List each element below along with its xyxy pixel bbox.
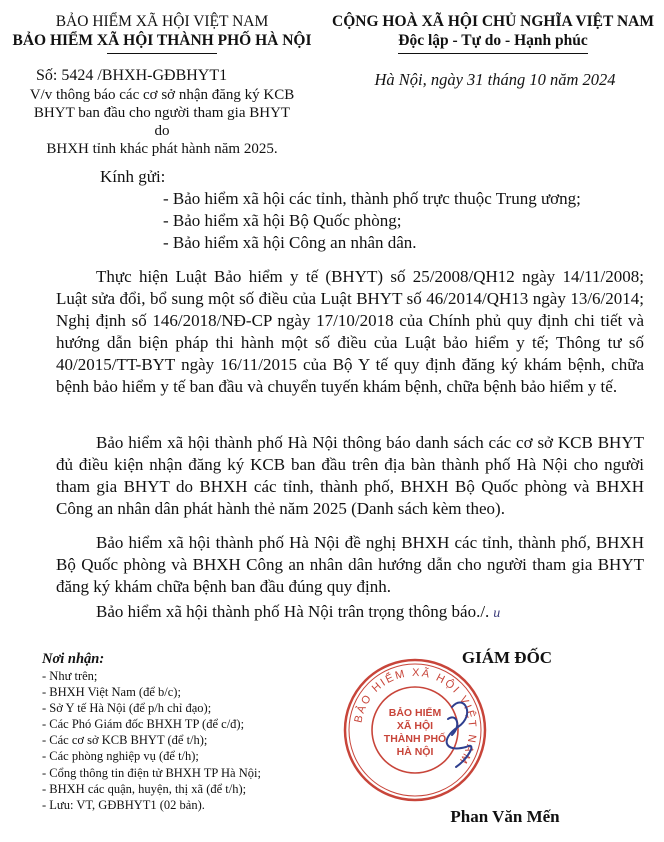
agency-parent-name: BẢO HIỂM XÃ HỘI VIỆT NAM <box>55 13 269 30</box>
subject-line: BHXH tỉnh khác phát hành năm 2025. <box>46 141 278 157</box>
distribution-item: - BHXH các quận, huyện, thị xã (để t/h); <box>42 781 247 796</box>
paragraph-text: Bảo hiểm xã hội thành phố Hà Nội thông báo danh sách các cơ sở KCB BHYT đủ điều kiện nhận đăng ký KCB ban đầu trên địa bàn thành phố Hà Nội cho người tham gia BHYT do BHXH các tỉnh, thành phố, BHXH Bộ Quốc phòng và BHXH Công an nhân dân phát hành thẻ năm 2025 (Danh sách kèm theo). <box>56 433 644 518</box>
seal-center-line: HÀ NỘI <box>396 746 434 758</box>
initial-mark: u <box>493 606 501 621</box>
document-number: Số: 5424 /BHXH-GĐBHYT1 <box>36 67 228 84</box>
distribution-item: - Cổng thông tin điện tử BHXH TP Hà Nội; <box>42 765 261 780</box>
distribution-item: - Như trên; <box>42 669 98 683</box>
signer-title: GIÁM ĐỐC <box>461 648 553 667</box>
recipient-item: - Bảo hiểm xã hội Công an nhân dân. <box>163 233 417 252</box>
body-paragraph <box>56 266 644 398</box>
closing-line <box>96 601 500 625</box>
seal-center-text <box>384 706 446 758</box>
distribution-list <box>42 668 261 813</box>
distribution-item: - Lưu: VT, GĐBHYT1 (02 bản). <box>42 797 205 812</box>
document-subject <box>28 86 296 158</box>
paragraph-text: Bảo hiểm xã hội thành phố Hà Nội đề nghị BHXH các tỉnh, thành phố, BHXH Bộ Quốc phòng và BHXH Công an nhân dân hướng dẫn cho người tham gia BHYT đăng ký khám chữa bệnh ban đầu đúng quy định. <box>56 533 644 596</box>
body-paragraph <box>56 432 644 520</box>
distribution-item: - Các Phó Giám đốc BHXH TP (để c/đ); <box>42 717 245 732</box>
nation-name: CỘNG HOÀ XÃ HỘI CHỦ NGHĨA VIỆT NAM <box>332 13 654 30</box>
paragraph-text: Thực hiện Luật Bảo hiểm y tế (BHYT) số 25/2008/QH12 ngày 14/11/2008; Luật sửa đổi, bổ sung một số điều của Luật BHYT số 46/2014/QH13 ngày 13/6/2014; Nghị định số 146/2018/NĐ-CP ngày 17/10/2018 của Chính phủ quy định chi tiết và hướng dẫn biện pháp thi hành một số điều của Luật bảo hiểm y tế; Thông tư số 40/2015/TT-BYT ngày 16/11/2015 của Bộ Y tế quy định đăng ký khám bệnh, chữa bệnh bảo hiểm y tế ban đầu và chuyển tuyến khám bệnh, chữa bệnh bảo hiểm y tế. <box>56 267 644 396</box>
official-seal <box>340 655 490 805</box>
distribution-item: - BHXH Việt Nam (để b/c); <box>42 685 181 700</box>
salutation: Kính gửi: <box>100 167 166 186</box>
seal-center-line: THÀNH PHỐ <box>383 733 447 745</box>
nation-motto: Độc lập - Tự do - Hạnh phúc <box>398 32 588 49</box>
closing-text: Bảo hiểm xã hội thành phố Hà Nội trân trọng thông báo./. <box>96 602 490 621</box>
body-paragraph <box>56 532 644 598</box>
seal-center-line: XÃ HỘI <box>396 720 434 732</box>
subject-line: V/v thông báo các cơ sở nhận đăng ký KCB <box>29 87 295 103</box>
recipient-item: - Bảo hiểm xã hội Bộ Quốc phòng; <box>163 211 402 230</box>
nation-header <box>322 12 664 54</box>
motto-underline <box>398 53 588 54</box>
agency-underline <box>107 53 217 54</box>
distribution-item: - Các cơ sở KCB BHYT (để t/h); <box>42 733 208 748</box>
subject-line: BHYT ban đầu cho người tham gia BHYT do <box>33 105 291 139</box>
recipient-item: - Bảo hiểm xã hội các tỉnh, thành phố trực thuộc Trung ương; <box>163 189 581 208</box>
distribution-item: - Các phòng nghiệp vụ (để t/h); <box>42 749 199 764</box>
seal-center-line: BẢO HIỂM <box>388 707 442 719</box>
agency-header <box>0 12 324 54</box>
signer-name: Phan Văn Mến <box>450 807 560 826</box>
distribution-item: - Sở Y tế Hà Nội (để p/h chỉ đạo); <box>42 701 212 716</box>
distribution-title: Nơi nhận: <box>42 651 105 667</box>
document-date: Hà Nội, ngày 31 tháng 10 năm 2024 <box>374 70 616 89</box>
seal-ring-textpath: BẢO HIỂM XÃ HỘI VIỆT NAM <box>352 666 479 767</box>
agency-name: BẢO HIỂM XÃ HỘI THÀNH PHỐ HÀ NỘI <box>12 32 312 49</box>
